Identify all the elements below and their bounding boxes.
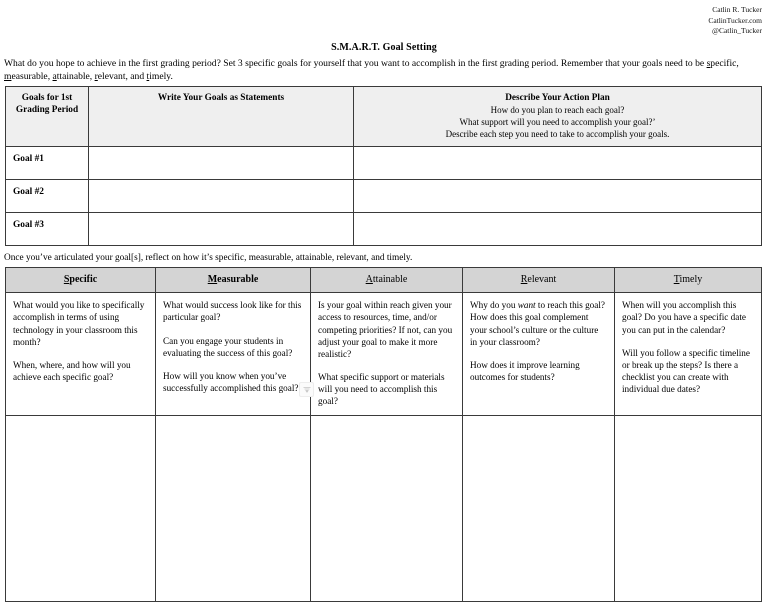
intro-rest-t: imely. [149, 70, 173, 82]
goal-label-1: Goal #1 [6, 147, 89, 180]
prompt-text: Can you engage your students in evaluating the success of this goal? [163, 335, 293, 358]
action-plan-sub-2: What support will you need to accomplish your goal?’ [459, 117, 656, 128]
table-row [6, 213, 762, 246]
goal-action-plan-cell-3[interactable] [354, 213, 762, 246]
byline-handle: @Catlin_Tucker [712, 26, 762, 35]
goals-table-header-period [6, 86, 89, 146]
smart-header-timely-initial: T [673, 274, 680, 286]
action-plan-title: Describe Your Action Plan [505, 92, 610, 103]
prompt-text: What specific support or materials will you need to accomplish this goal? [318, 371, 445, 406]
smart-header-specific-rest: pecific [69, 274, 98, 286]
intro-underline-m: m [4, 70, 12, 82]
smart-answers-row [6, 416, 762, 602]
table-resize-handle-icon[interactable] [299, 382, 314, 397]
goals-table-header-statements: Write Your Goals as Statements [89, 86, 354, 146]
action-plan-subtext [358, 104, 757, 140]
prompt-text [470, 299, 607, 347]
intro-underline-s: s [706, 57, 711, 69]
smart-header-measurable-rest: easurable [217, 274, 259, 286]
goals-table [5, 86, 762, 246]
smart-header-specific-initial: S [63, 274, 70, 286]
smart-answer-measurable[interactable] [156, 416, 311, 602]
prompt-text: What would you like to specifically accomplish in terms of using technology in your classroom this month? [13, 300, 145, 347]
smart-prompts-attainable [311, 293, 463, 416]
author-byline [0, 0, 768, 37]
smart-header-relevant-rest: elevant [527, 274, 557, 286]
smart-answer-specific[interactable] [6, 416, 156, 602]
goals-table-header-action-plan [354, 86, 762, 146]
goal-statement-cell-1[interactable] [89, 147, 354, 180]
prompt-text: How will you know when you’ve successfully accomplished this goal? [163, 370, 299, 393]
goal-action-plan-cell-2[interactable] [354, 180, 762, 213]
prompt-before: Why do you [470, 300, 518, 311]
smart-header-relevant [463, 268, 615, 293]
smart-table-header-row [6, 268, 762, 293]
smart-header-attainable-rest: ttainable [372, 274, 408, 286]
reflection-intro: Once you’ve articulated your goal[s], reflect on how it’s specific, measurable, attainable, relevant, and timely. [4, 253, 413, 264]
intro-underline-a: a [52, 70, 57, 82]
intro-paragraph [4, 57, 764, 83]
goal-label-2: Goal #2 [6, 180, 89, 213]
goals-header-period-line1: Goals for 1st [21, 92, 73, 103]
intro-rest-r: elevant, and [97, 70, 147, 82]
goal-statement-cell-3[interactable] [89, 213, 354, 246]
smart-prompts-measurable [156, 293, 311, 416]
intro-rest-s: pecific, [710, 57, 739, 69]
smart-header-specific [6, 268, 156, 293]
goal-label-3: Goal #3 [6, 213, 89, 246]
intro-rest-m: easurable, [11, 70, 53, 82]
prompt-text: How does it improve learning outcomes for students? [470, 359, 580, 382]
prompt-text: When will you accomplish this goal? Do you have a specific date you can put in the calendar? [622, 300, 746, 335]
byline-website: CatlinTucker.com [708, 15, 762, 25]
intro-underline-t: t [146, 70, 150, 82]
goal-action-plan-cell-1[interactable] [354, 147, 762, 180]
action-plan-sub-1: How do you plan to reach each goal? [490, 105, 625, 116]
smart-prompts-row [6, 293, 762, 416]
smart-table [5, 267, 762, 602]
prompt-text: Will you follow a specific timeline or break up the steps? Is there a checklist you can create with individual due dates? [622, 347, 750, 394]
smart-prompts-timely [615, 293, 762, 416]
prompt-text: Is your goal within reach given your access to resources, time, and/or competing priorities? If not, can you adjust your goal to make it more realistic? [318, 300, 453, 359]
smart-header-attainable-initial: A [365, 274, 373, 286]
smart-answer-attainable[interactable] [311, 416, 463, 602]
goal-statement-cell-2[interactable] [89, 180, 354, 213]
smart-header-timely-rest: imely [679, 274, 703, 286]
prompt-emphasis: want [517, 300, 536, 311]
smart-header-relevant-initial: R [520, 274, 528, 286]
smart-header-timely [615, 268, 762, 293]
prompt-text: When, where, and how will you achieve each specific goal? [13, 359, 131, 382]
intro-underline-r: r [94, 70, 98, 82]
table-row [6, 180, 762, 213]
goals-table-header-row [6, 86, 762, 146]
smart-header-measurable [156, 268, 311, 293]
prompt-after: to reach this goal? How does this goal complement your school’s culture or the culture in your classroom? [470, 300, 605, 347]
page-title: S.M.A.R.T. Goal Setting [331, 41, 437, 53]
table-row [6, 147, 762, 180]
smart-header-attainable [311, 268, 463, 293]
prompt-text: What would success look like for this particular goal? [163, 300, 302, 323]
smart-answer-relevant[interactable] [463, 416, 615, 602]
smart-prompts-specific [6, 293, 156, 416]
goals-header-period-line2: Grading Period [15, 105, 79, 116]
action-plan-sub-3: Describe each step you need to take to accomplish your goals. [445, 129, 670, 140]
byline-name: Catlin R. Tucker [712, 5, 762, 14]
smart-header-measurable-initial: M [207, 274, 218, 286]
smart-prompts-relevant [463, 293, 615, 416]
intro-text-main: What do you hope to achieve in the first grading period? Set 3 specific goals for yourself that you want to accomplish in the first grading period. Remember that your goals need to be [4, 57, 707, 69]
smart-answer-timely[interactable] [615, 416, 762, 602]
intro-rest-a: ttainable, [56, 70, 95, 82]
